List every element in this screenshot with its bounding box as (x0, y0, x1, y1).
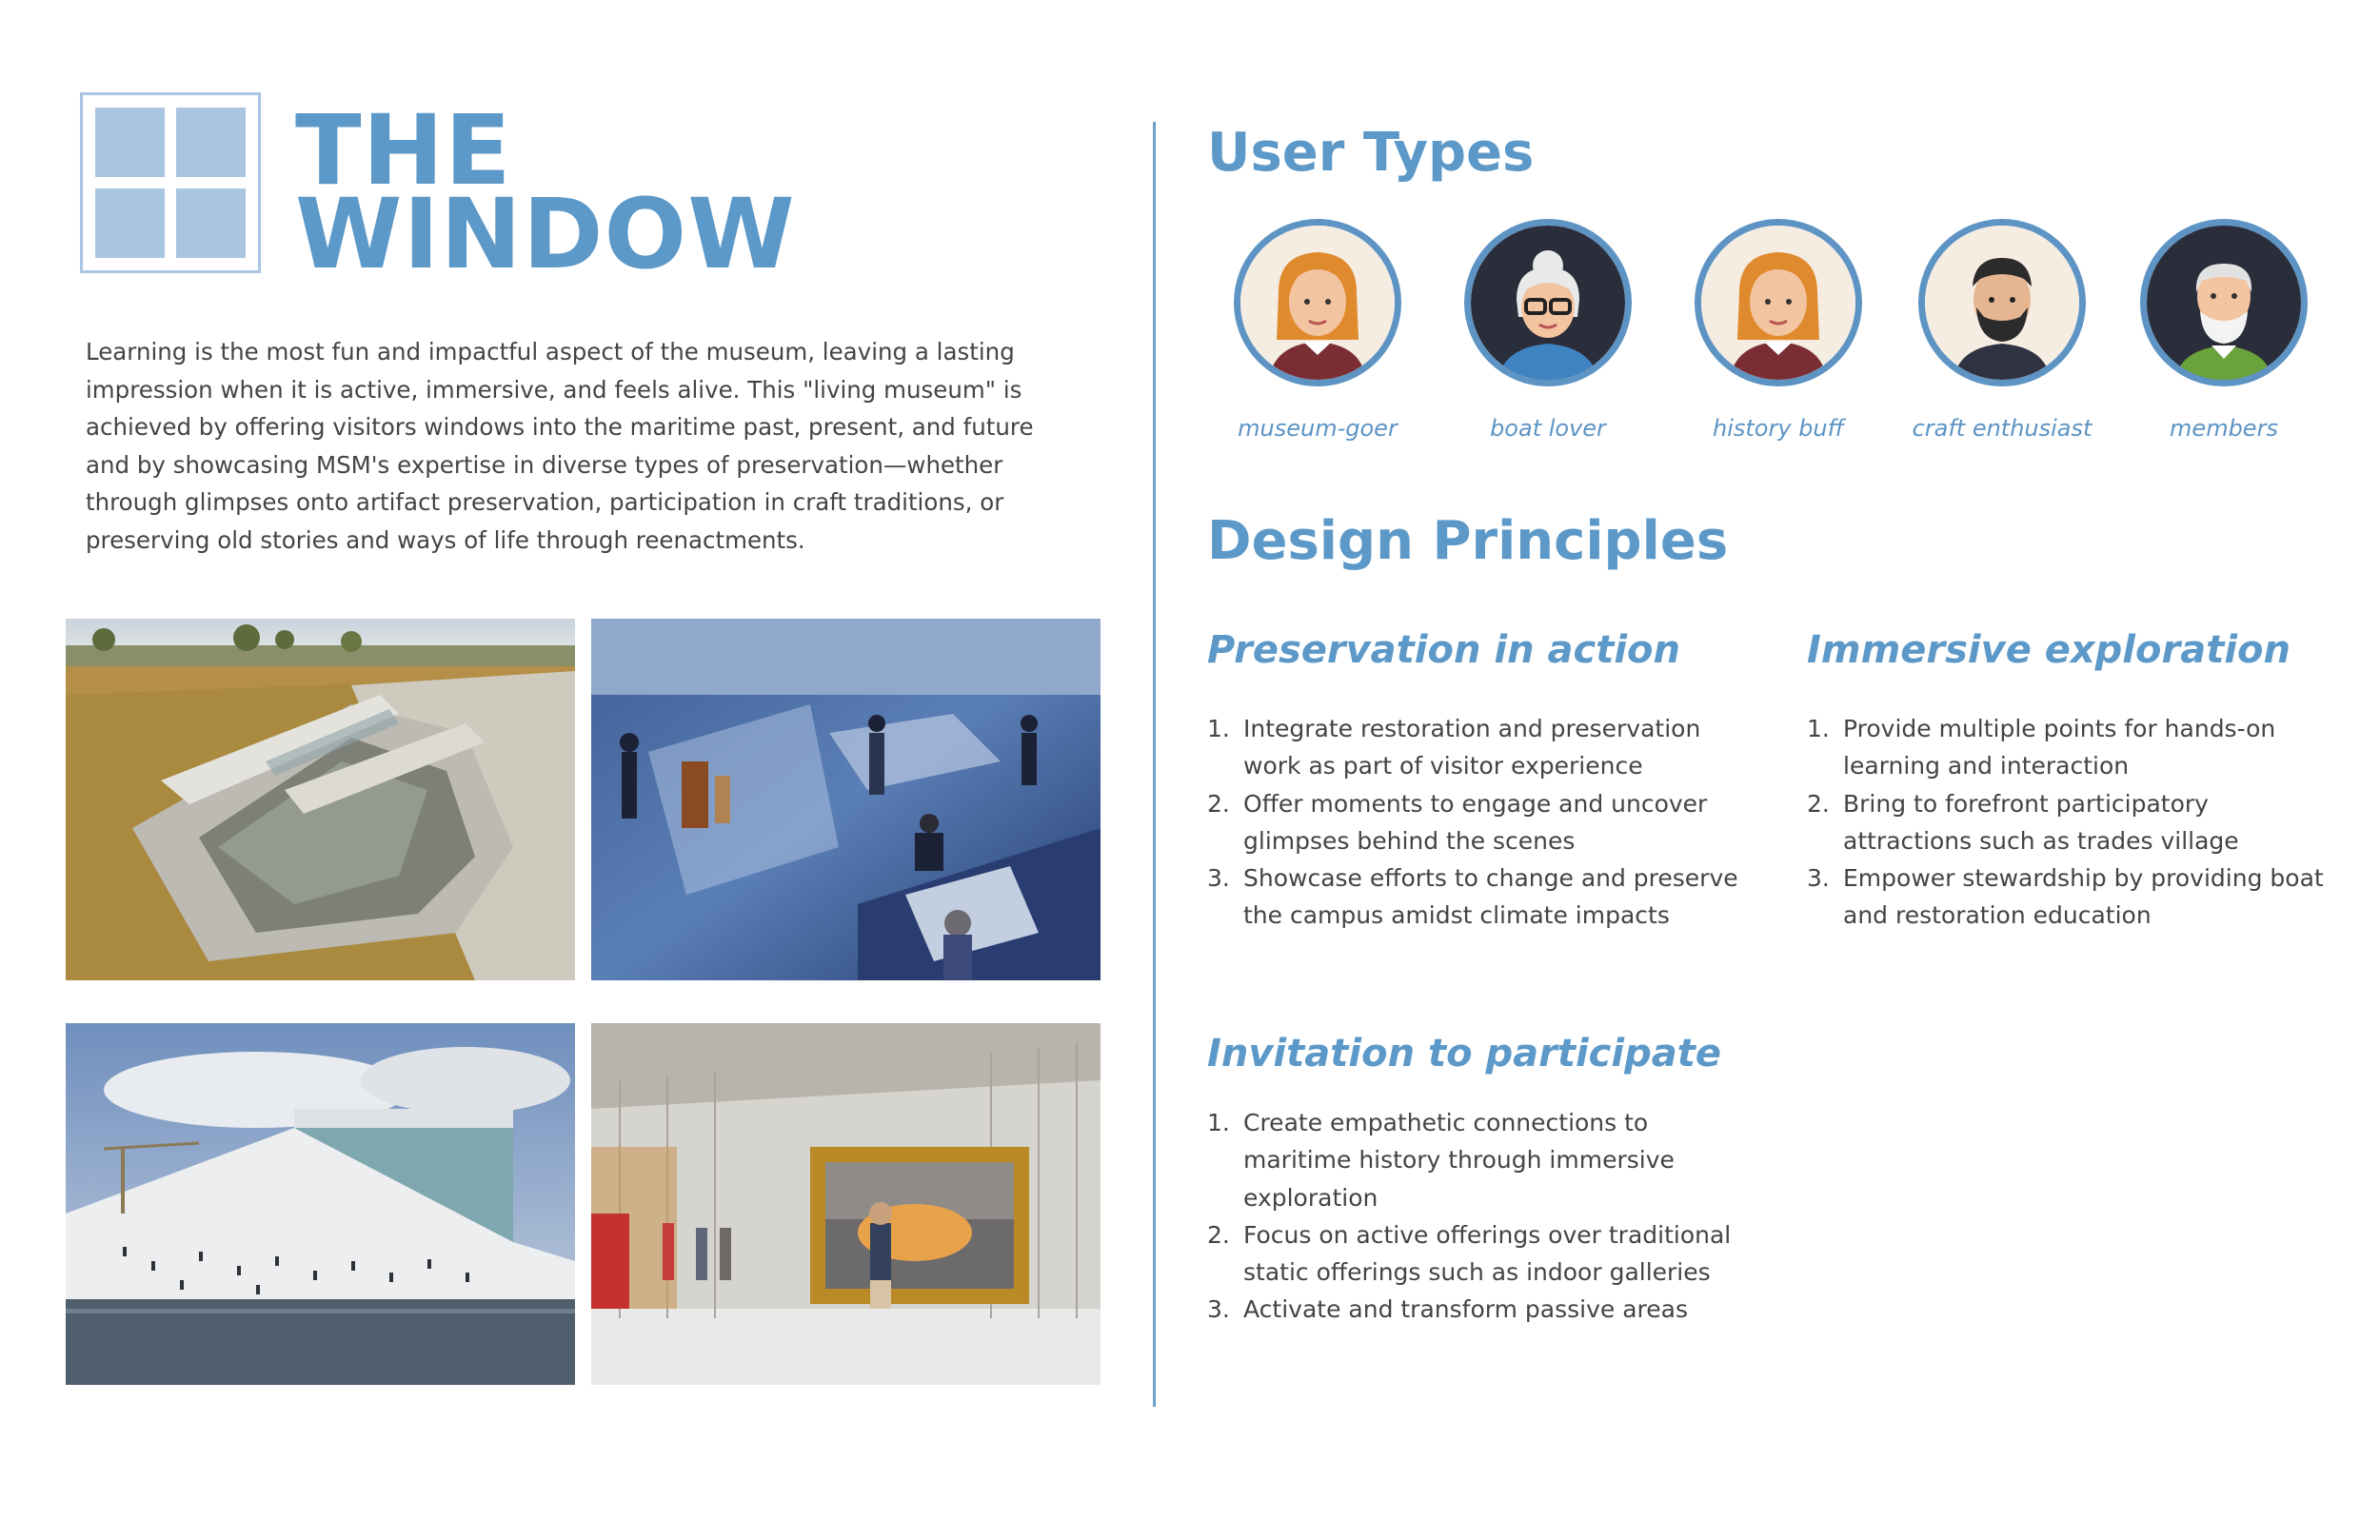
user-type-label: craft enthusiast (1912, 415, 2092, 442)
user-types-heading: User Types (1207, 122, 1535, 184)
user-type-label: museum-goer (1238, 415, 1398, 442)
avatar-members-icon (2140, 219, 2308, 386)
intro-paragraph: Learning is the most fun and impactful aspect of the museum, leaving a lasting impression when it is active, immersive, and feels alive. This "living museum" is achieved by offering visitors windows into the maritime past, present, and future and by showcasing MSM's expertise in diverse types of preservation—whether through glimpses onto artifact preservation, participation in craft traditions, or preserving old stories and ways of life through reenactments. (86, 338, 1034, 554)
avatar-museum-goer-icon (1234, 219, 1401, 386)
principle-list (1207, 1104, 1759, 1329)
title-line-2: WINDOW (295, 178, 796, 291)
list-item: 3. Empower stewardship by providing boat and restoration education (1807, 864, 2324, 930)
user-type-label: history buff (1713, 415, 1844, 442)
photo-painting-storage (591, 1023, 1101, 1385)
user-type-label: members (2170, 415, 2278, 442)
design-principles-heading: Design Principles (1207, 510, 1729, 572)
principle-title: Invitation to participate (1207, 1032, 1721, 1076)
avatar-craft-enthusiast-icon (1918, 219, 2086, 386)
principle-title: Preservation in action (1207, 628, 1680, 672)
list-item: 1. Integrate restoration and preservation work as part of visitor experience (1207, 715, 1701, 780)
photo-aerial-museum (66, 619, 575, 980)
principle-title: Immersive exploration (1807, 628, 2291, 672)
title-line-1: THE (295, 94, 512, 207)
list-item: 2. Focus on active offerings over traditional static offerings such as indoor galleries (1207, 1220, 1732, 1287)
principle-list (1807, 710, 2340, 935)
avatar-history-buff-icon (1695, 219, 1862, 386)
photo-opera-house (66, 1023, 575, 1385)
column-divider (1153, 122, 1156, 1407)
list-item: 2. Offer moments to engage and uncover glimpses behind the scenes (1207, 789, 1708, 855)
list-item: 3. Activate and transform passive areas (1207, 1295, 1688, 1324)
window-logo-icon (80, 92, 261, 273)
list-item: 3. Showcase efforts to change and preserve the campus amidst climate impacts (1207, 864, 1738, 930)
list-item: 1. Provide multiple points for hands-on learning and interaction (1807, 715, 2276, 780)
principle-list (1207, 710, 1759, 935)
list-item: 1. Create empathetic connections to maritime history through immersive exploration (1207, 1109, 1675, 1212)
list-item: 2. Bring to forefront participatory attractions such as trades village (1807, 789, 2239, 855)
avatar-boat-lover-icon (1464, 219, 1632, 386)
user-type-label: boat lover (1490, 415, 1606, 442)
photo-blue-exhibit (591, 619, 1101, 980)
